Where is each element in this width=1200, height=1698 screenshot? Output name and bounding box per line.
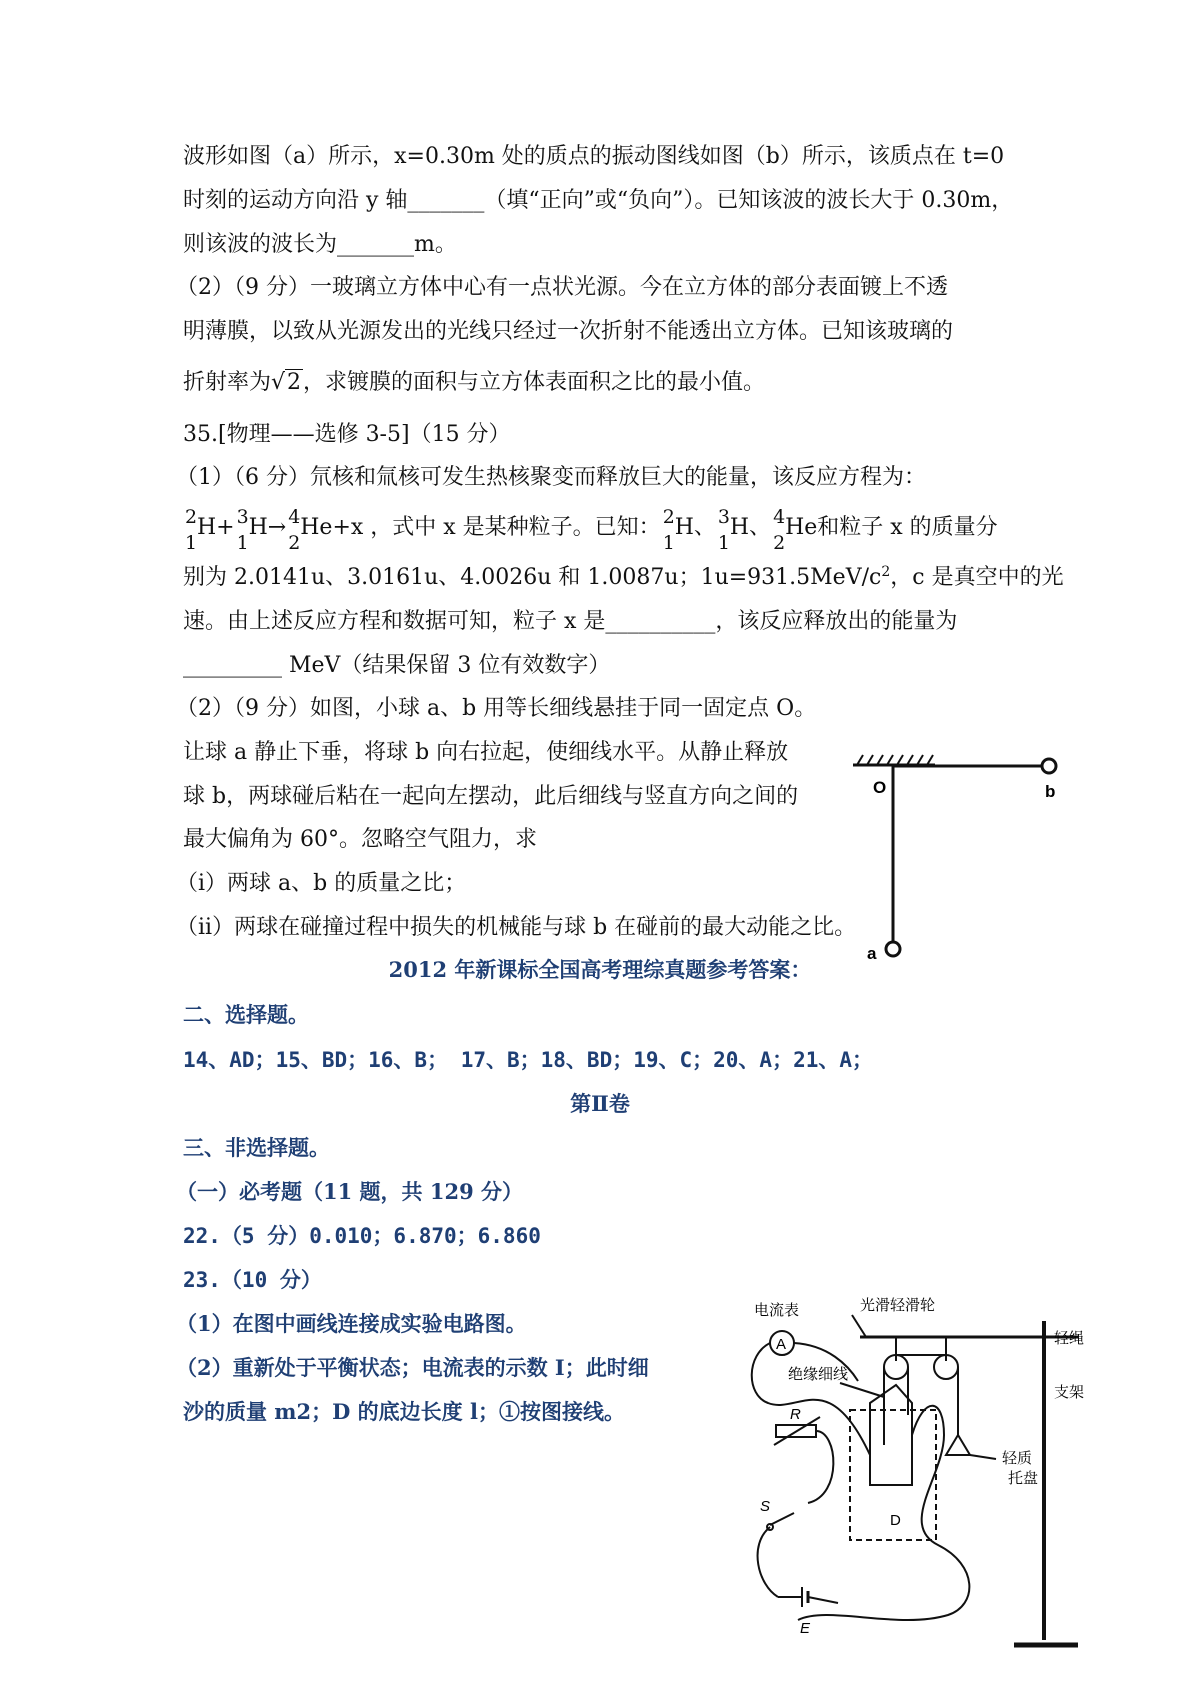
reaction-equation: 2 1 H+ 3 1 H→ 4 2 He+x ，式中 x 是某种粒子。已知： 2 1 H、 3 1 H、 4 2 He和粒子 x 的质量分: [185, 506, 998, 554]
required-questions-heading: （一）必考题（11 题，共 129 分）: [176, 1179, 523, 1204]
label-pulley: 光滑轻滑轮: [860, 1297, 936, 1314]
isotope-tritium: 3 1: [236, 506, 249, 554]
label-rope: 轻绳: [1054, 1330, 1085, 1347]
label-resistor: R: [790, 1406, 801, 1423]
label-frame-d: D: [890, 1512, 901, 1529]
circuit-figure: [748, 1285, 1100, 1680]
text-line-12: _________ MeV（结果保留 3 位有效数字）: [183, 653, 611, 678]
label-o: O: [873, 778, 887, 797]
refractive-index-label: 折射率为: [183, 370, 272, 395]
label-switch: S: [760, 1498, 771, 1515]
text-line-15: 球 b，两球碰后粘在一起向左摆动，此后细线与竖直方向之间的: [183, 784, 799, 809]
label-emf: E: [800, 1620, 811, 1637]
isotope-helium-2: 4 2: [773, 506, 786, 554]
label-tray-2: 托盘: [1008, 1470, 1039, 1487]
text-line-2: 时刻的运动方向沿 y 轴_______（填“正向”或“负向”）。已知该波的波长大于 0.30m，: [183, 188, 1014, 213]
section-heading-35: 35.[物理——选修 3-5]（15 分）: [183, 422, 511, 447]
text-line-1: 波形如图（a）所示，x=0.30m 处的质点的振动图线如图（b）所示，该质点在 t=0: [183, 144, 1005, 169]
label-stand: 支架: [1054, 1384, 1085, 1401]
ammeter-symbol: A: [776, 1336, 787, 1353]
volume-two-heading: 第Ⅱ卷: [570, 1091, 630, 1116]
text-line-13: （2）（9 分）如图，小球 a、b 用等长细线悬挂于同一固定点 O。: [176, 696, 817, 721]
answer-23-part-1: （1）在图中画线连接成实验电路图。: [176, 1311, 527, 1336]
answer-23-heading: 23.（10 分）: [183, 1268, 322, 1292]
label-insulated-thread: 绝缘细线: [788, 1366, 849, 1383]
isotope-helium: 4 2: [288, 506, 301, 554]
answer-23-part-2a: （2）重新处于平衡状态；电流表的示数 I；此时细: [176, 1355, 649, 1380]
text-line-3: 则该波的波长为_______m。: [183, 232, 457, 257]
text-line-17: （i）两球 a、b 的质量之比；: [176, 871, 467, 896]
label-tray-1: 轻质: [1002, 1450, 1033, 1467]
text-line-4: （2）（9 分）一玻璃立方体中心有一点状光源。今在立方体的部分表面镀上不透: [176, 275, 948, 300]
text-line-18: （ii）两球在碰撞过程中损失的机械能与球 b 在碰前的最大动能之比。: [176, 915, 857, 940]
pendulum-figure: [845, 745, 1085, 975]
ball-a: [886, 942, 900, 956]
text-line-10: 别为 2.0141u、3.0161u、4.0026u 和 1.0087u；$1u=931.5MeV/c^2$，c 是真空中的光: [183, 564, 1064, 590]
section-choice-heading: 二、选择题。: [183, 1002, 309, 1027]
sqrt-value: 2: [287, 370, 302, 395]
isotope-tritium-2: 3 1: [717, 506, 730, 554]
isotope-deuterium: 2 1: [185, 506, 198, 554]
light-tray: [946, 1435, 970, 1455]
text-line-6: 折射率为√2，求镀膜的面积与立方体表面积之比的最小值。: [183, 370, 766, 395]
text-line-11: 速。由上述反应方程和数据可知，粒子 x 是__________，该反应释放出的能量为: [183, 609, 958, 634]
text-line-8: （1）（6 分）氘核和氚核可发生热核聚变而释放巨大的能量，该反应方程为：: [176, 465, 926, 490]
isotope-deuterium-2: 2 1: [662, 506, 675, 554]
answer-22: 22.（5 分）0.010；6.870；6.860: [183, 1224, 541, 1248]
answers-title: 2012 年新课标全国高考理综真题参考答案：: [388, 957, 812, 982]
label-a: a: [867, 944, 877, 963]
ball-b: [1042, 759, 1056, 773]
section-nonchoice-heading: 三、非选择题。: [183, 1135, 330, 1160]
text-line-16: 最大偏角为 60°。忽略空气阻力，求: [183, 827, 537, 852]
text-line-5: 明薄膜，以致从光源发出的光线只经过一次折射不能透出立方体。已知该玻璃的: [183, 319, 954, 344]
choice-answers: 14、AD；15、BD；16、B； 17、B；18、BD；19、C；20、A；21、A；: [183, 1048, 874, 1072]
label-ammeter: 电流表: [754, 1302, 800, 1319]
answer-23-part-2b: 沙的质量 m2；D 的底边长度 l；①按图接线。: [183, 1399, 625, 1424]
ceiling-hatch: [853, 755, 935, 765]
refractive-index-tail: ，求镀膜的面积与立方体表面积之比的最小值。: [303, 370, 766, 395]
text-line-14: 让球 a 静止下垂，将球 b 向右拉起，使细线水平。从静止释放: [183, 740, 789, 765]
label-b: b: [1045, 782, 1056, 801]
